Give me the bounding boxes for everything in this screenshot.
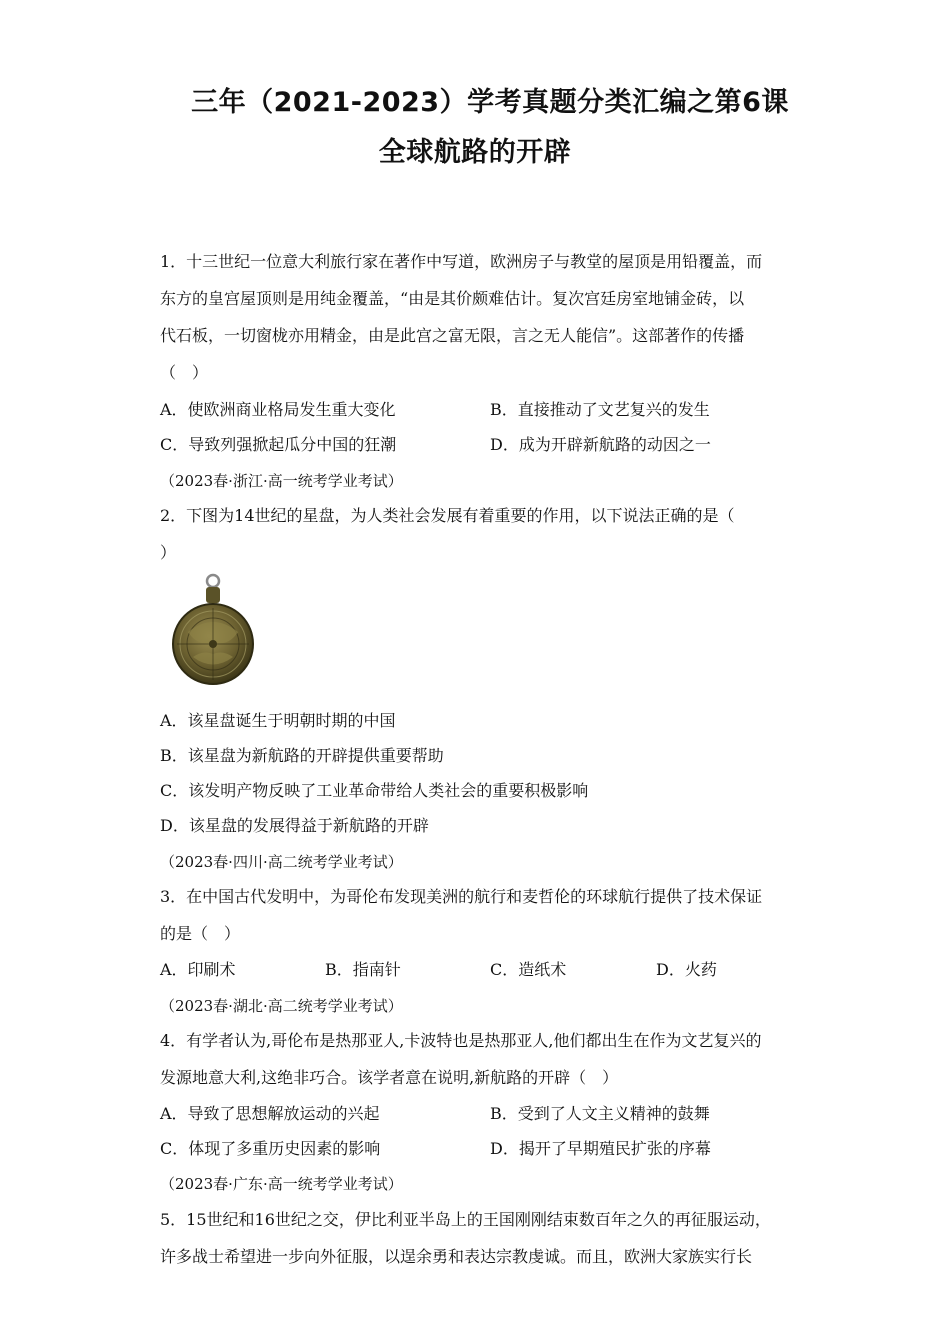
question-3-option-b: B．指南针 (325, 960, 401, 979)
question-4-source: （2023春·广东·高一统考学业考试） (160, 1175, 403, 1193)
question-3-option-a: A．印刷术 (160, 960, 236, 979)
question-3-stem-line-2: 的是（ ） (160, 924, 241, 943)
document-title-line-1: 三年（2021-2023）学考真题分类汇编之第6课 (191, 87, 789, 118)
question-1-stem-line-4: （ ） (160, 363, 209, 382)
question-3-stem-line-1: 3．在中国古代发明中，为哥伦布发现美洲的航行和麦哲伦的环球航行提供了技术保证 (160, 887, 763, 906)
question-4-stem-line-2: 发源地意大利,这绝非巧合。该学者意在说明,新航路的开辟（ ） (160, 1068, 619, 1087)
question-5-stem-line-2: 许多战士希望进一步向外征服，以逞余勇和表达宗教虔诚。而且，欧洲大家族实行长 (160, 1247, 753, 1266)
question-2-source: （2023春·四川·高二统考学业考试） (160, 853, 403, 871)
question-2-option-a: A．该星盘诞生于明朝时期的中国 (160, 711, 396, 730)
question-4-option-a: A．导致了思想解放运动的兴起 (160, 1104, 380, 1123)
question-2-option-c: C．该发明产物反映了工业革命带给人类社会的重要积极影响 (160, 781, 589, 800)
question-2-stem-line-2: ） (160, 543, 177, 562)
question-1-option-d: D．成为开辟新航路的动因之一 (490, 435, 711, 454)
astrolabe-image (168, 572, 254, 692)
question-5-stem-line-1: 5．15世纪和16世纪之交，伊比利亚半岛上的王国刚刚结束数百年之久的再征服运动， (160, 1210, 771, 1229)
question-3-source: （2023春·湖北·高二统考学业考试） (160, 997, 403, 1015)
question-2-option-d: D．该星盘的发展得益于新航路的开辟 (160, 816, 429, 835)
question-1-stem-line-3: 代石板，一切窗栊亦用精金，由是此宫之富无限，言之无人能信”。这部著作的传播 (160, 326, 745, 345)
question-4-option-c: C．体现了多重历史因素的影响 (160, 1139, 381, 1158)
question-2-option-b: B．该星盘为新航路的开辟提供重要帮助 (160, 746, 444, 765)
question-3-option-c: C．造纸术 (490, 960, 567, 979)
question-4-option-b: B．受到了人文主义精神的鼓舞 (490, 1104, 710, 1123)
question-1-option-c: C．导致列强掀起瓜分中国的狂潮 (160, 435, 397, 454)
question-2-stem-line-1: 2．下图为14世纪的星盘，为人类社会发展有着重要的作用，以下说法正确的是（ (160, 506, 735, 525)
question-3-option-d: D．火药 (656, 960, 717, 979)
question-1-option-b: B．直接推动了文艺复兴的发生 (490, 400, 710, 419)
document-title-line-2: 全球航路的开辟 (378, 137, 572, 168)
question-1-source: （2023春·浙江·高一统考学业考试） (160, 472, 403, 490)
question-1-stem-line-2: 东方的皇宫屋顶则是用纯金覆盖，“由是其价颇难估计。复次宫廷房室地铺金砖，以 (160, 289, 745, 308)
question-1-option-a: A．使欧洲商业格局发生重大变化 (160, 400, 396, 419)
question-1-stem-line-1: 1．十三世纪一位意大利旅行家在著作中写道，欧洲房子与教堂的屋顶是用铅覆盖，而 (160, 252, 763, 271)
question-4-stem-line-1: 4．有学者认为,哥伦布是热那亚人,卡波特也是热那亚人,他们都出生在作为文艺复兴的 (160, 1031, 762, 1050)
question-4-option-d: D．揭开了早期殖民扩张的序幕 (490, 1139, 711, 1158)
